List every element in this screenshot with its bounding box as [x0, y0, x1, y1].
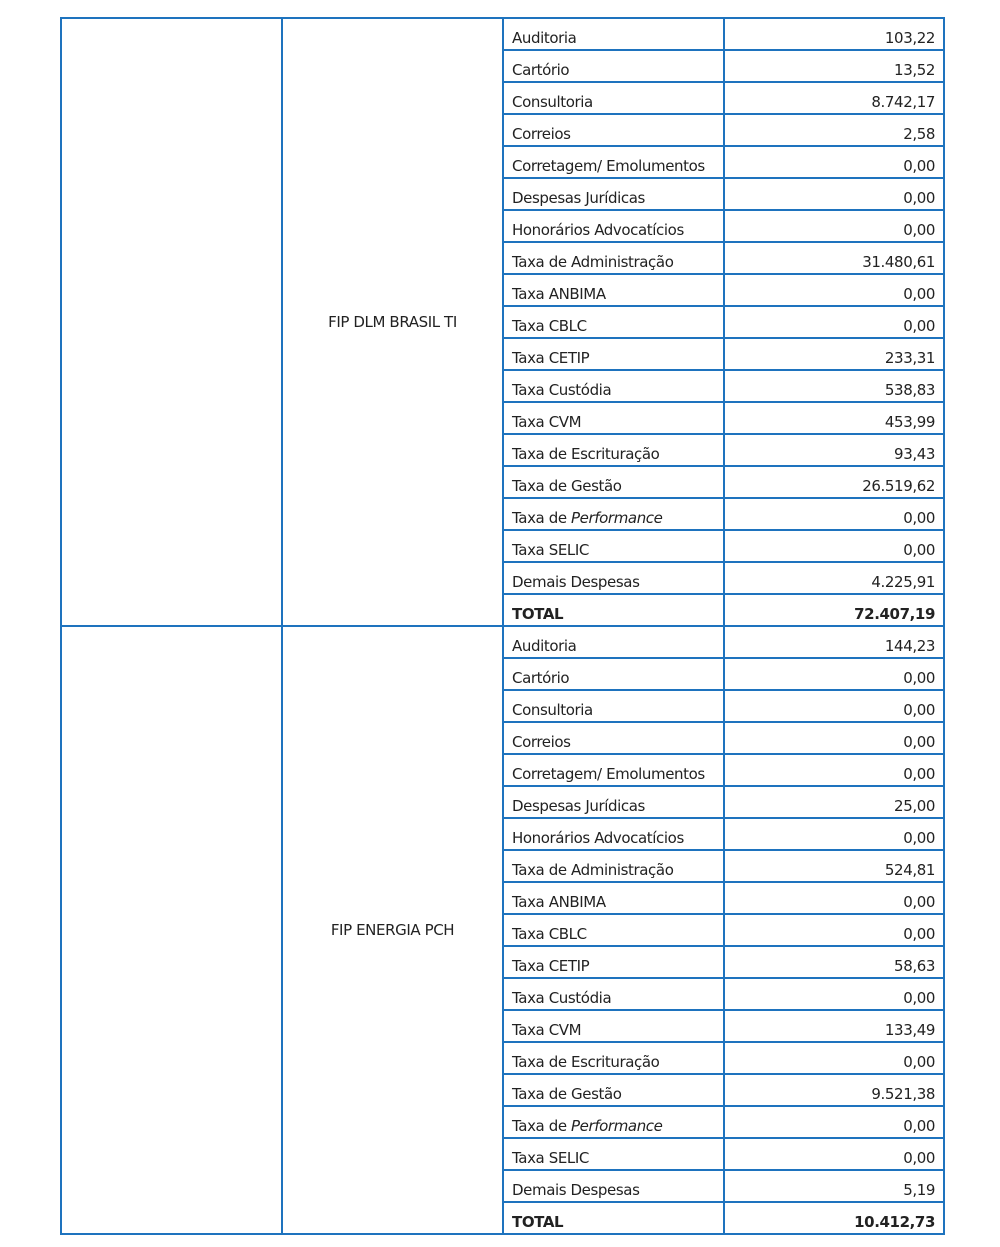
expense-value-cell: 524,81 — [724, 850, 944, 882]
expense-label-cell — [503, 338, 724, 370]
expense-value-cell: 25,00 — [724, 786, 944, 818]
expense-label-cell — [503, 530, 724, 562]
expense-label-cell — [503, 50, 724, 82]
expense-value-cell: 5,19 — [724, 1170, 944, 1202]
expense-label-cell — [503, 658, 724, 690]
table-row — [61, 18, 944, 50]
expense-label-cell — [503, 946, 724, 978]
expense-label: Corretagem/ Emolumentos — [512, 765, 705, 783]
expense-label-cell — [503, 178, 724, 210]
expense-label-cell — [503, 402, 724, 434]
expense-value-cell: 13,52 — [724, 50, 944, 82]
expense-label: Correios — [512, 125, 571, 143]
expense-label: Taxa CVM — [512, 1021, 582, 1039]
expense-label: Demais Despesas — [512, 573, 640, 591]
expense-value-cell: 233,31 — [724, 338, 944, 370]
expense-label-cell — [503, 562, 724, 594]
expense-value-cell: 0,00 — [724, 690, 944, 722]
expense-label: Demais Despesas — [512, 1181, 640, 1199]
expense-value-cell: 0,00 — [724, 1042, 944, 1074]
empty-cell — [61, 626, 282, 1234]
expense-label: Taxa CVM — [512, 413, 582, 431]
expense-label-cell — [503, 146, 724, 178]
expense-value-cell: 538,83 — [724, 370, 944, 402]
expense-label-cell — [503, 114, 724, 146]
expense-label-cell — [503, 498, 724, 530]
expense-label-cell — [503, 850, 724, 882]
expense-value-cell: 26.519,62 — [724, 466, 944, 498]
expense-label: Taxa de — [512, 509, 572, 527]
total-value-cell: 10.412,73 — [724, 1202, 944, 1234]
expense-value-cell: 144,23 — [724, 626, 944, 658]
expense-label-cell — [503, 978, 724, 1010]
fund-name-cell: FIP DLM BRASIL TI — [282, 18, 503, 626]
expense-label: Cartório — [512, 669, 570, 687]
expense-label: Taxa Custódia — [512, 381, 612, 399]
expense-label: Taxa de — [512, 1117, 572, 1135]
expense-label: Taxa CBLC — [512, 317, 587, 335]
expense-label: Taxa CETIP — [512, 349, 590, 367]
expense-label: Cartório — [512, 61, 570, 79]
expense-value-cell: 0,00 — [724, 1106, 944, 1138]
expense-value-cell: 0,00 — [724, 210, 944, 242]
expense-label-cell — [503, 1042, 724, 1074]
expense-label-cell — [503, 722, 724, 754]
expense-label: Honorários Advocatícios — [512, 221, 684, 239]
expense-label-cell — [503, 82, 724, 114]
fund-name-cell: FIP ENERGIA PCH — [282, 626, 503, 1234]
expense-label: Taxa de Administração — [512, 253, 674, 271]
expense-label: Taxa CETIP — [512, 957, 590, 975]
expense-label: Taxa ANBIMA — [512, 893, 606, 911]
expense-label: Taxa SELIC — [512, 1149, 589, 1167]
expense-label-cell — [503, 466, 724, 498]
expense-value-cell: 0,00 — [724, 882, 944, 914]
table-row — [61, 626, 944, 658]
expense-label-cell — [503, 754, 724, 786]
expense-value-cell: 0,00 — [724, 722, 944, 754]
expense-label-cell — [503, 434, 724, 466]
total-value-cell: 72.407,19 — [724, 594, 944, 626]
expense-value-cell: 58,63 — [724, 946, 944, 978]
expense-label-cell — [503, 914, 724, 946]
expense-value-cell: 0,00 — [724, 658, 944, 690]
expense-label-cell — [503, 210, 724, 242]
expense-label: Taxa CBLC — [512, 925, 587, 943]
expense-label-cell — [503, 786, 724, 818]
expense-label: Taxa de Gestão — [512, 477, 622, 495]
expense-value-cell: 93,43 — [724, 434, 944, 466]
expense-value-cell: 0,00 — [724, 146, 944, 178]
expense-value-cell: 453,99 — [724, 402, 944, 434]
expense-label-cell — [503, 274, 724, 306]
expense-value-cell: 31.480,61 — [724, 242, 944, 274]
expense-label-cell — [503, 818, 724, 850]
expense-value-cell: 8.742,17 — [724, 82, 944, 114]
expense-label-cell — [503, 1010, 724, 1042]
expense-label-cell — [503, 690, 724, 722]
expense-value-cell: 0,00 — [724, 178, 944, 210]
expense-value-cell: 2,58 — [724, 114, 944, 146]
expense-label: Despesas Jurídicas — [512, 189, 645, 207]
expense-label: Honorários Advocatícios — [512, 829, 684, 847]
expense-label: Taxa de Escrituração — [512, 1053, 660, 1071]
expense-label: Consultoria — [512, 93, 593, 111]
expense-value-cell: 0,00 — [724, 914, 944, 946]
expense-label: Taxa Custódia — [512, 989, 612, 1007]
total-label-cell: TOTAL — [503, 594, 724, 626]
expense-label-cell — [503, 306, 724, 338]
expenses-table — [60, 17, 945, 1235]
expense-label-cell — [503, 882, 724, 914]
expense-label: Taxa de Administração — [512, 861, 674, 879]
expense-label-cell — [503, 1106, 724, 1138]
expense-label: Taxa ANBIMA — [512, 285, 606, 303]
expense-value-cell: 0,00 — [724, 274, 944, 306]
expense-label-cell — [503, 626, 724, 658]
expense-label: Taxa de Escrituração — [512, 445, 660, 463]
expense-label-cell — [503, 242, 724, 274]
expense-label: Consultoria — [512, 701, 593, 719]
expense-label: Taxa de Gestão — [512, 1085, 622, 1103]
expense-value-cell: 0,00 — [724, 818, 944, 850]
expense-value-cell: 9.521,38 — [724, 1074, 944, 1106]
empty-cell — [61, 18, 282, 626]
expense-label-italic: Performance — [571, 1117, 663, 1135]
expense-label-cell — [503, 18, 724, 50]
expense-label: Auditoria — [512, 637, 577, 655]
expense-value-cell: 103,22 — [724, 18, 944, 50]
expense-label: Auditoria — [512, 29, 577, 47]
expense-value-cell: 0,00 — [724, 306, 944, 338]
expense-value-cell: 0,00 — [724, 754, 944, 786]
expense-label: Despesas Jurídicas — [512, 797, 645, 815]
expense-label-cell — [503, 1074, 724, 1106]
expense-value-cell: 4.225,91 — [724, 562, 944, 594]
expense-value-cell: 0,00 — [724, 1138, 944, 1170]
expense-value-cell: 0,00 — [724, 978, 944, 1010]
expense-label: Correios — [512, 733, 571, 751]
expense-label: Taxa SELIC — [512, 541, 589, 559]
expense-label-cell — [503, 1138, 724, 1170]
expense-label-cell — [503, 370, 724, 402]
expense-label-cell — [503, 1170, 724, 1202]
expense-value-cell: 133,49 — [724, 1010, 944, 1042]
expense-value-cell: 0,00 — [724, 530, 944, 562]
expense-value-cell: 0,00 — [724, 498, 944, 530]
expenses-table-body — [61, 18, 944, 1234]
expense-label-italic: Performance — [571, 509, 663, 527]
total-label-cell: TOTAL — [503, 1202, 724, 1234]
expense-label: Corretagem/ Emolumentos — [512, 157, 705, 175]
